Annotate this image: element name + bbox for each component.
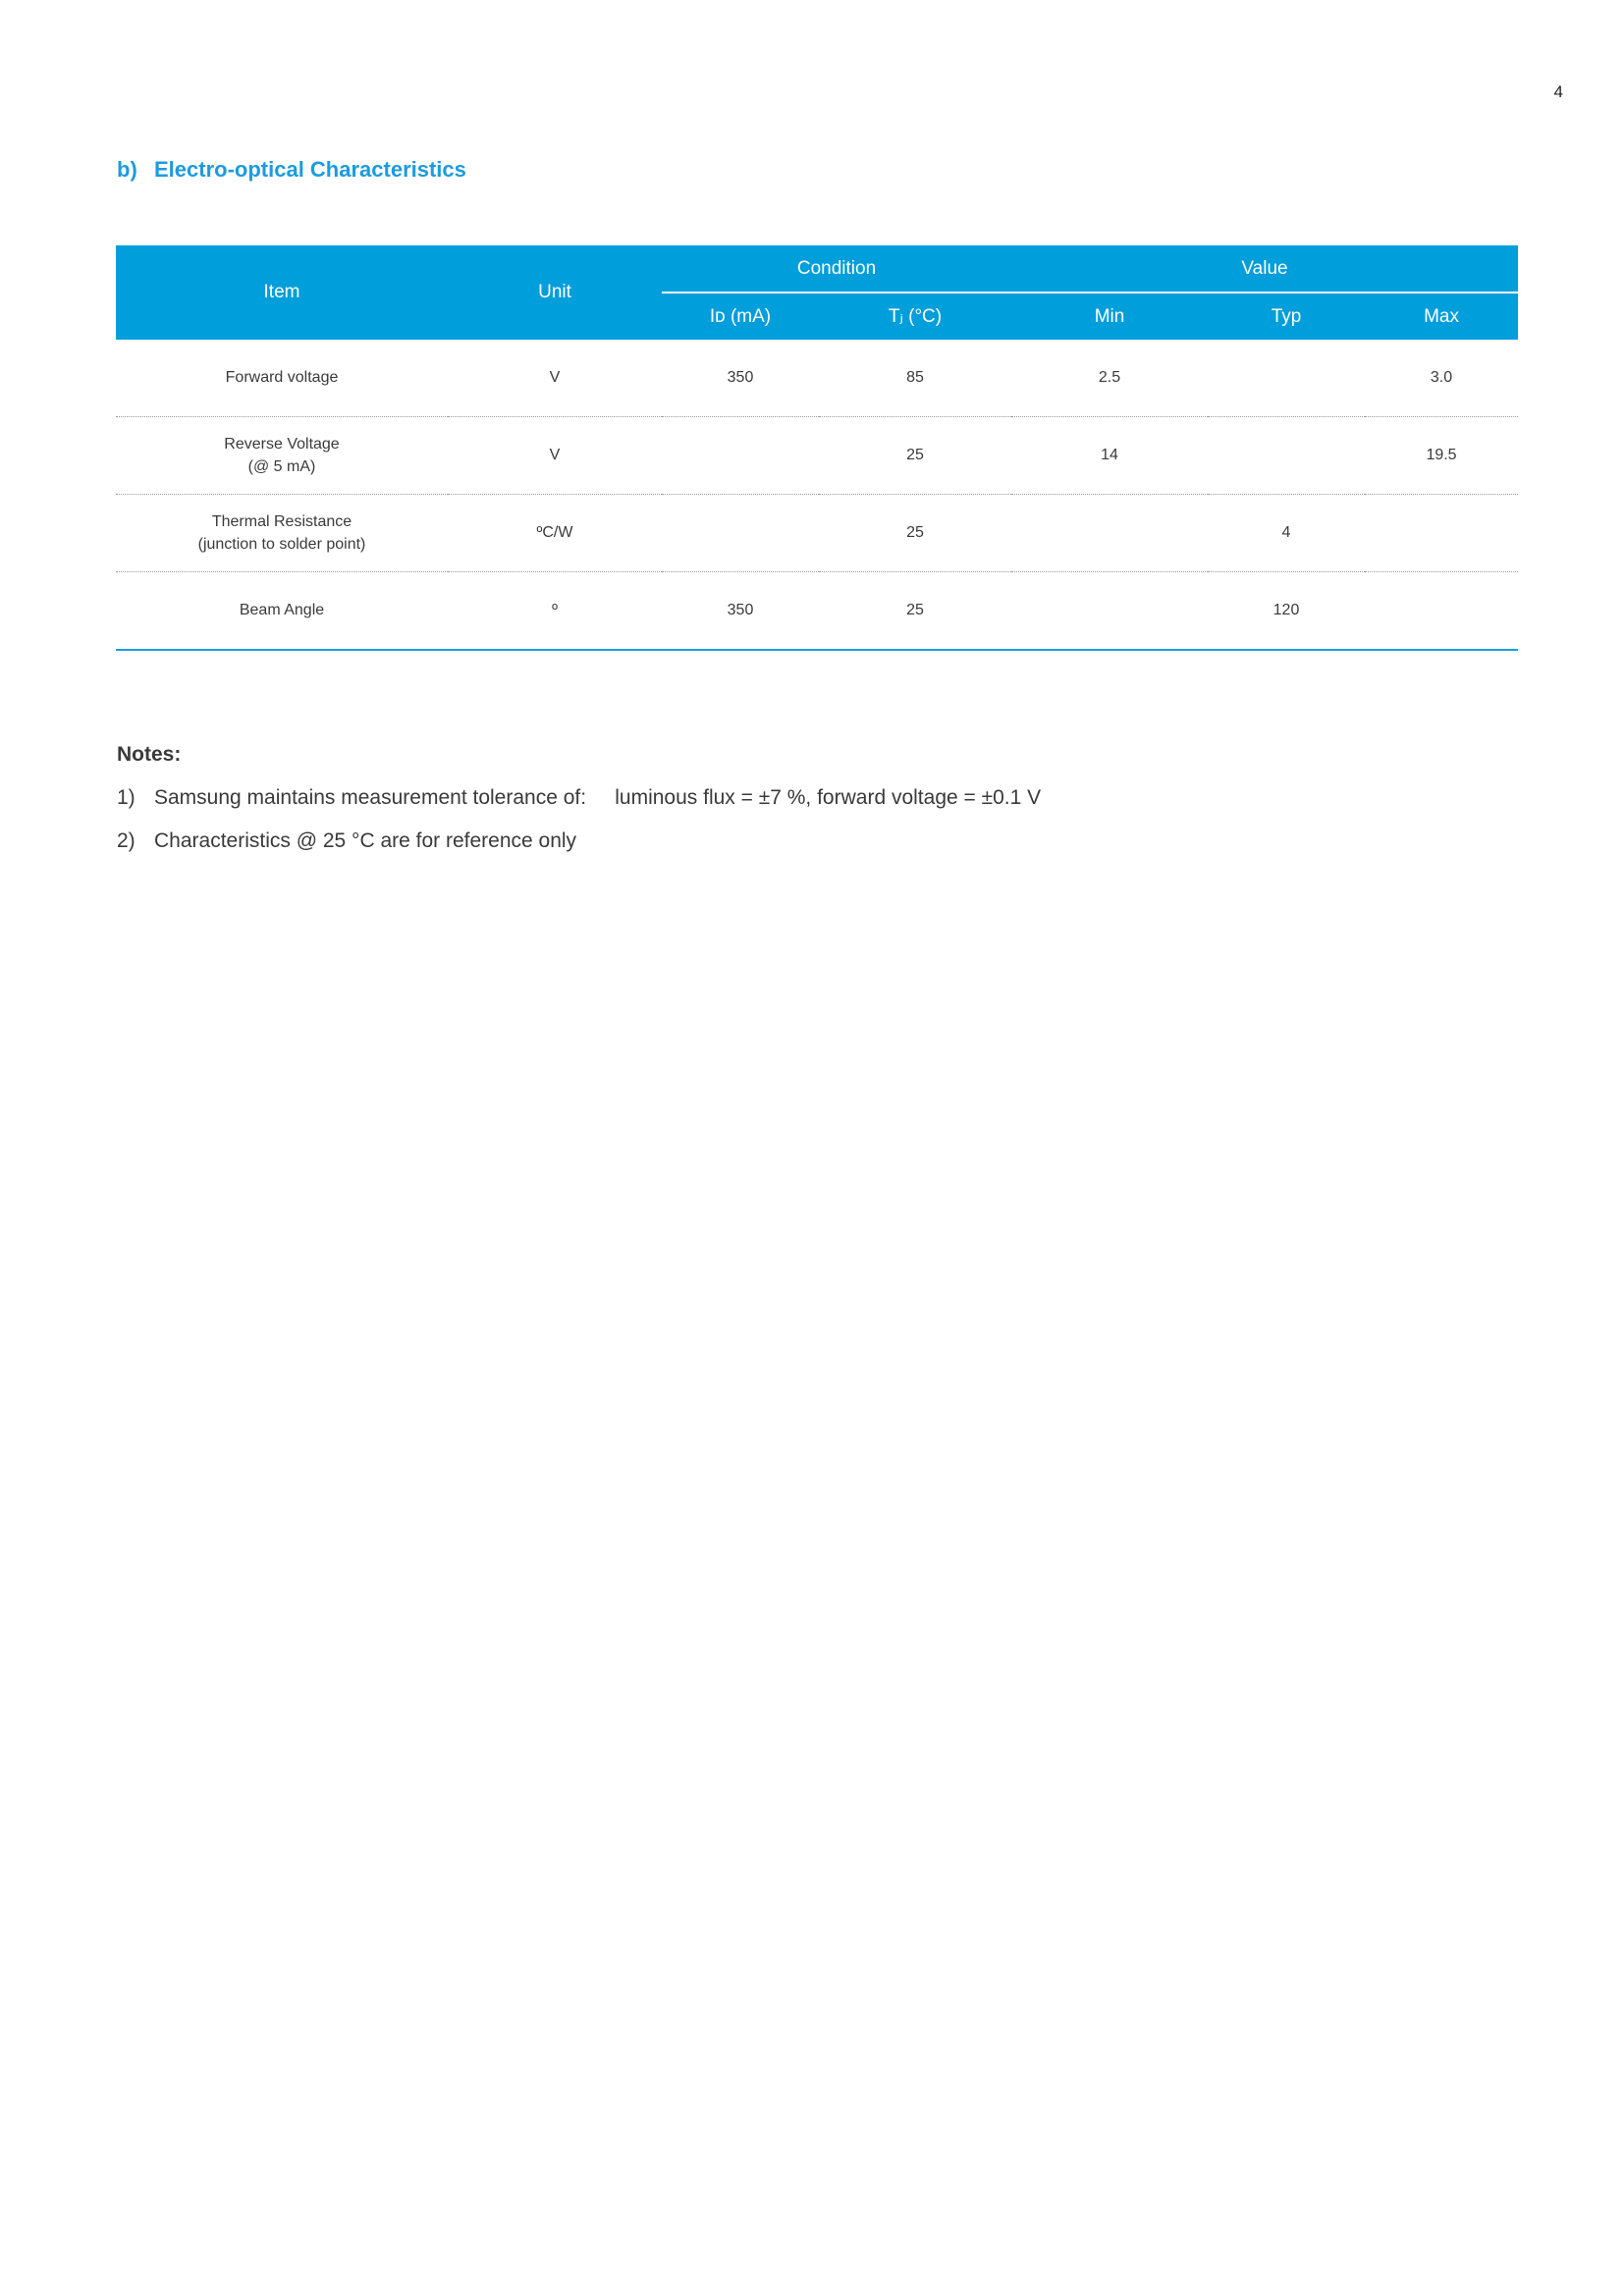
note-number: 1) [117,786,135,809]
header-item: Item [116,245,448,340]
cell-unit: ºC/W [448,495,662,572]
cell-if: 350 [662,572,819,651]
note-text: Characteristics @ 25 °C are for reference only [154,829,577,852]
cell-tj: 85 [819,340,1011,417]
cell-max: 19.5 [1365,417,1518,495]
item-label: Forward voltage [225,369,339,387]
cell-min: 14 [1011,417,1208,495]
header-condition: Condition [662,245,1011,293]
cell-unit: V [448,417,662,495]
item-sublabel: (junction to solder point) [197,536,366,553]
header-value: Value [1011,245,1518,293]
cell-typ: 4 [1208,495,1365,572]
header-tj: Tⱼ (°C) [819,293,1011,340]
cell-if [662,417,819,495]
section-letter: b) [117,157,137,182]
item-label: Beam Angle [239,602,325,619]
header-unit: Unit [448,245,662,340]
note-number: 2) [117,829,135,852]
table-row [116,572,1518,651]
cell-unit: V [448,340,662,417]
section-title-text: Electro-optical Characteristics [154,157,466,182]
cell-if: 350 [662,340,819,417]
notes-section [117,743,1041,873]
table-row [116,495,1518,572]
cell-unit: º [448,572,662,651]
cell-item [116,495,448,572]
section-title [117,157,466,183]
header-typ: Typ [1208,293,1365,340]
cell-min: 2.5 [1011,340,1208,417]
notes-title: Notes: [117,743,182,766]
electro-optical-table [116,245,1518,651]
cell-typ [1208,340,1365,417]
cell-tj: 25 [819,417,1011,495]
item-label: Thermal Resistance [211,512,352,530]
cell-min [1011,572,1208,651]
cell-max [1365,572,1518,651]
table-row [116,340,1518,417]
cell-item [116,417,448,495]
header-min: Min [1011,293,1208,340]
cell-typ [1208,417,1365,495]
note-text: Samsung maintains measurement tolerance of: luminous flux = ±7 %, forward voltage = ±0.1 V [154,786,1042,809]
cell-tj: 25 [819,572,1011,651]
cell-max: 3.0 [1365,340,1518,417]
item-label: Reverse Voltage [224,435,340,453]
header-max: Max [1365,293,1518,340]
note-item [117,786,1041,810]
note-item [117,829,1041,853]
cell-if [662,495,819,572]
table-row [116,417,1518,495]
item-sublabel: (@ 5 mA) [247,458,316,475]
cell-tj: 25 [819,495,1011,572]
header-if: Iᴅ (mA) [662,293,819,340]
cell-item [116,340,448,417]
cell-item [116,572,448,651]
cell-typ: 120 [1208,572,1365,651]
cell-max [1365,495,1518,572]
page-number: 4 [1553,82,1563,101]
cell-min [1011,495,1208,572]
table-header-row [116,245,1518,293]
